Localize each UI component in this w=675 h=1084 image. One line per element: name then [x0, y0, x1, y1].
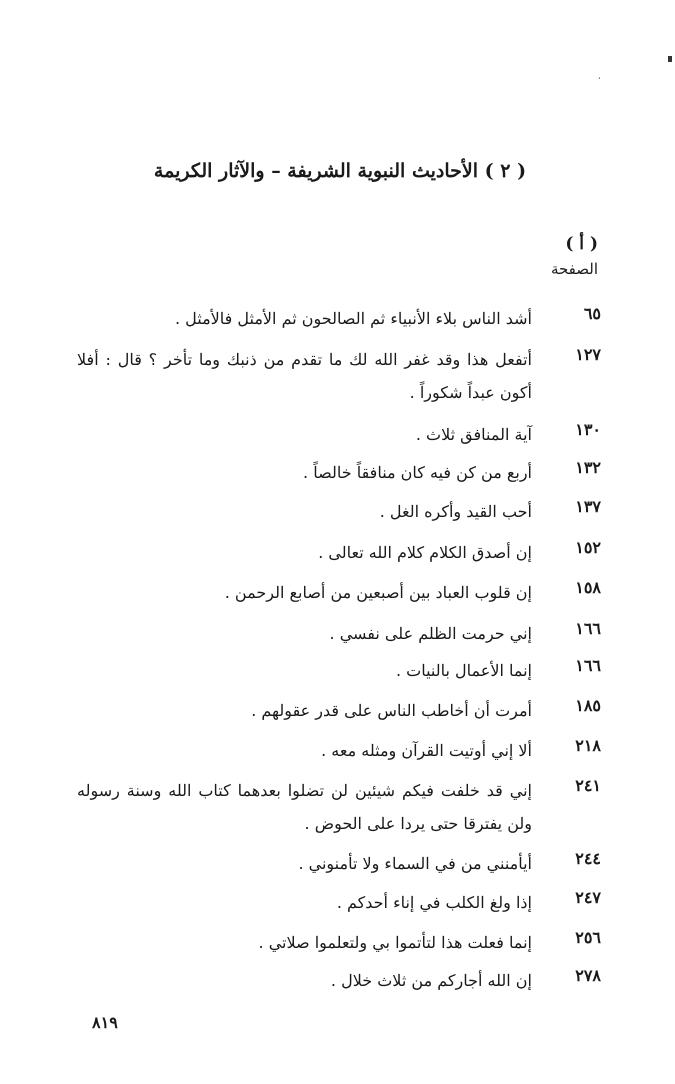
- entry-text: إني قد خلفت فيكم شيئين لن تضلوا بعدهما كتاب الله وسنة رسوله ولن يفترقا حتى يردا على الحوض .: [77, 781, 532, 833]
- entry-text: ألا إني أوتيت القرآن ومثله معه .: [321, 741, 532, 760]
- entry-text: إني حرمت الظلم على نفسي .: [329, 624, 532, 643]
- entry-page-number: ٢٥٦: [575, 928, 601, 947]
- entry-page-number: ١٥٨: [575, 578, 601, 597]
- entry-text: أربع من كن فيه كان منافقاً خالصاً .: [303, 463, 532, 482]
- entry-page-number: ٢٧٨: [575, 966, 601, 985]
- entry-page-number: ١٣٠: [575, 420, 601, 439]
- entry-page-number: ٦٥: [583, 304, 601, 323]
- page-edge-mark: [668, 56, 672, 62]
- print-speck: ،: [598, 72, 601, 81]
- entry-text: أحب القيد وأكره الغل .: [379, 502, 532, 521]
- page-number: ٨١٩: [92, 1013, 118, 1032]
- entry-text: أمرت أن أخاطب الناس على قدر عقولهم .: [251, 701, 532, 720]
- entry-page-number: ٢٤٧: [575, 888, 601, 907]
- entry-page-number: ٢١٨: [575, 736, 601, 755]
- entry-text: إنما فعلت هذا لتأتموا بي ولتعلموا صلاتي .: [258, 933, 532, 952]
- section-letter: ( أ ): [565, 234, 598, 254]
- section-title: ( ٢ ) الأحاديث النبوية الشريفة – والآثار الكريمة: [153, 160, 527, 182]
- entry-page-number: ١٦٦: [575, 656, 601, 675]
- entry-page-number: ٢٤٤: [575, 849, 601, 868]
- entry-text: أيأمنني من في السماء ولا تأمنوني .: [298, 854, 532, 873]
- entry-text: أتفعل هذا وقد غفر الله لك ما تقدم من ذنبك وما تأخر ؟ قال : أفلا أكون عبداً شكوراً .: [77, 350, 532, 402]
- page-column-label: الصفحة: [550, 260, 598, 278]
- entry-page-number: ١٢٧: [575, 345, 601, 364]
- entry-text: إنما الأعمال بالنيات .: [395, 661, 532, 680]
- entry-page-number: ١٣٢: [575, 458, 601, 477]
- entry-text: إن قلوب العباد بين أصبعين من أصابع الرحمن .: [224, 583, 532, 602]
- entry-page-number: ١٣٧: [575, 497, 601, 516]
- entry-text: إن أصدق الكلام كلام الله تعالى .: [318, 543, 532, 562]
- entry-text: إذا ولغ الكلب في إناء أحدكم .: [336, 893, 532, 912]
- entry-text: إن الله أجاركم من ثلاث خلال .: [330, 971, 532, 990]
- entry-text: أشد الناس بلاء الأنبياء ثم الصالحون ثم الأمثل فالأمثل .: [174, 309, 532, 328]
- entry-page-number: ٢٤١: [575, 776, 601, 795]
- entry-text: آية المنافق ثلاث .: [415, 425, 532, 444]
- entry-page-number: ١٥٢: [575, 538, 601, 557]
- entry-page-number: ١٦٦: [575, 619, 601, 638]
- entry-page-number: ١٨٥: [575, 696, 601, 715]
